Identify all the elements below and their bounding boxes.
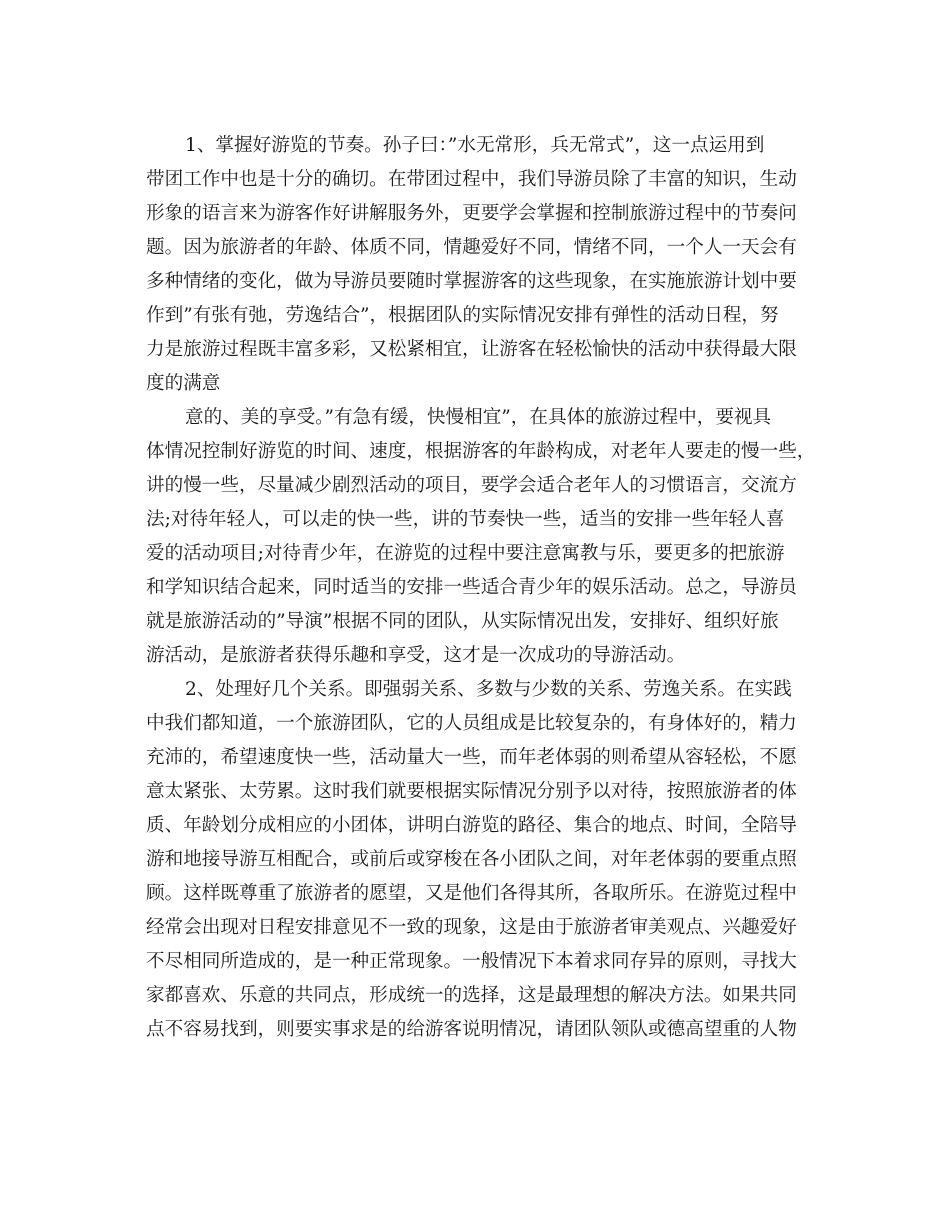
- text-line: 1、掌握好游览的节奏。孙子曰：”水无常形，兵无常式”，这一点运用到: [185, 135, 765, 156]
- text-line: 度的满意: [146, 373, 221, 394]
- text-line: 意的、美的享受。”有急有缓，快慢相宜”，在具体的旅游过程中，要视具: [185, 407, 772, 428]
- text-line: 家都喜欢、乐意的共同点，形成统一的选择，这是最理想的解决方法。如果共同: [146, 985, 797, 1006]
- text-line: 题。因为旅游者的年龄、体质不同，情趣爱好不同，情绪不同，一个人一天会有: [146, 237, 797, 258]
- text-line: 多种情绪的变化，做为导游员要随时掌握游客的这些现象，在实施旅游计划中要: [146, 271, 797, 292]
- text-line: 就是旅游活动的”导演”根据不同的团队，从实际情况出发，安排好、组织好旅: [146, 611, 779, 632]
- text-line: 游活动，是旅游者获得乐趣和享受，这才是一次成功的导游活动。: [146, 645, 686, 666]
- text-line: 力是旅游过程既丰富多彩，又松紧相宜，让游客在轻松愉快的活动中获得最大限: [146, 339, 797, 360]
- text-line: 点不容易找到，则要实事求是的给游客说明情况，请团队领队或德高望重的人物: [146, 1019, 797, 1040]
- text-line: 带团工作中也是十分的确切。在带团过程中，我们导游员除了丰富的知识，生动: [146, 169, 797, 190]
- text-line: 游和地接导游互相配合，或前后或穿梭在各小团队之间，对年老体弱的要重点照: [146, 849, 797, 870]
- text-line: 2、处理好几个关系。即强弱关系、多数与少数的关系、劳逸关系。在实践: [185, 679, 792, 700]
- text-line: 中我们都知道，一个旅游团队，它的人员组成是比较复杂的，有身体好的，精力: [146, 713, 797, 734]
- text-line: 讲的慢一些，尽量减少剧烈活动的项目，要学会适合老年人的习惯语言，交流方: [146, 475, 797, 496]
- text-line: 爱的活动项目;对待青少年，在游览的过程中要注意寓教与乐，要更多的把旅游: [146, 543, 785, 564]
- text-line: 体情况控制好游览的时间、速度，根据游客的年龄构成，对老年人要走的慢一些，: [146, 441, 816, 462]
- text-line: 经常会出现对日程安排意见不一致的现象，这是由于旅游者审美观点、兴趣爱好: [146, 917, 797, 938]
- text-line: 作到”有张有弛，劳逸结合”，根据团队的实际情况安排有弹性的活动日程，努: [146, 305, 779, 326]
- text-line: 和学知识结合起来，同时适当的安排一些适合青少年的娱乐活动。总之，导游员: [146, 577, 797, 598]
- text-line: 法;对待年轻人，可以走的快一些，讲的节奏快一些，适当的安排一些年轻人喜: [146, 509, 785, 530]
- text-line: 意太紧张、太劳累。这时我们就要根据实际情况分别予以对待，按照旅游者的体: [146, 781, 797, 802]
- text-line: 充沛的，希望速度快一些，活动量大一些，而年老体弱的则希望从容轻松，不愿: [146, 747, 797, 768]
- text-line: 质、年龄划分成相应的小团体，讲明白游览的路径、集合的地点、时间，全陪导: [146, 815, 797, 836]
- text-line: 不尽相同所造成的，是一种正常现象。一般情况下本着求同存异的原则，寻找大: [146, 951, 797, 972]
- text-line: 形象的语言来为游客作好讲解服务外，更要学会掌握和控制旅游过程中的节奏问: [146, 203, 797, 224]
- text-line: 顾。这样既尊重了旅游者的愿望，又是他们各得其所，各取所乐。在游览过程中: [146, 883, 797, 904]
